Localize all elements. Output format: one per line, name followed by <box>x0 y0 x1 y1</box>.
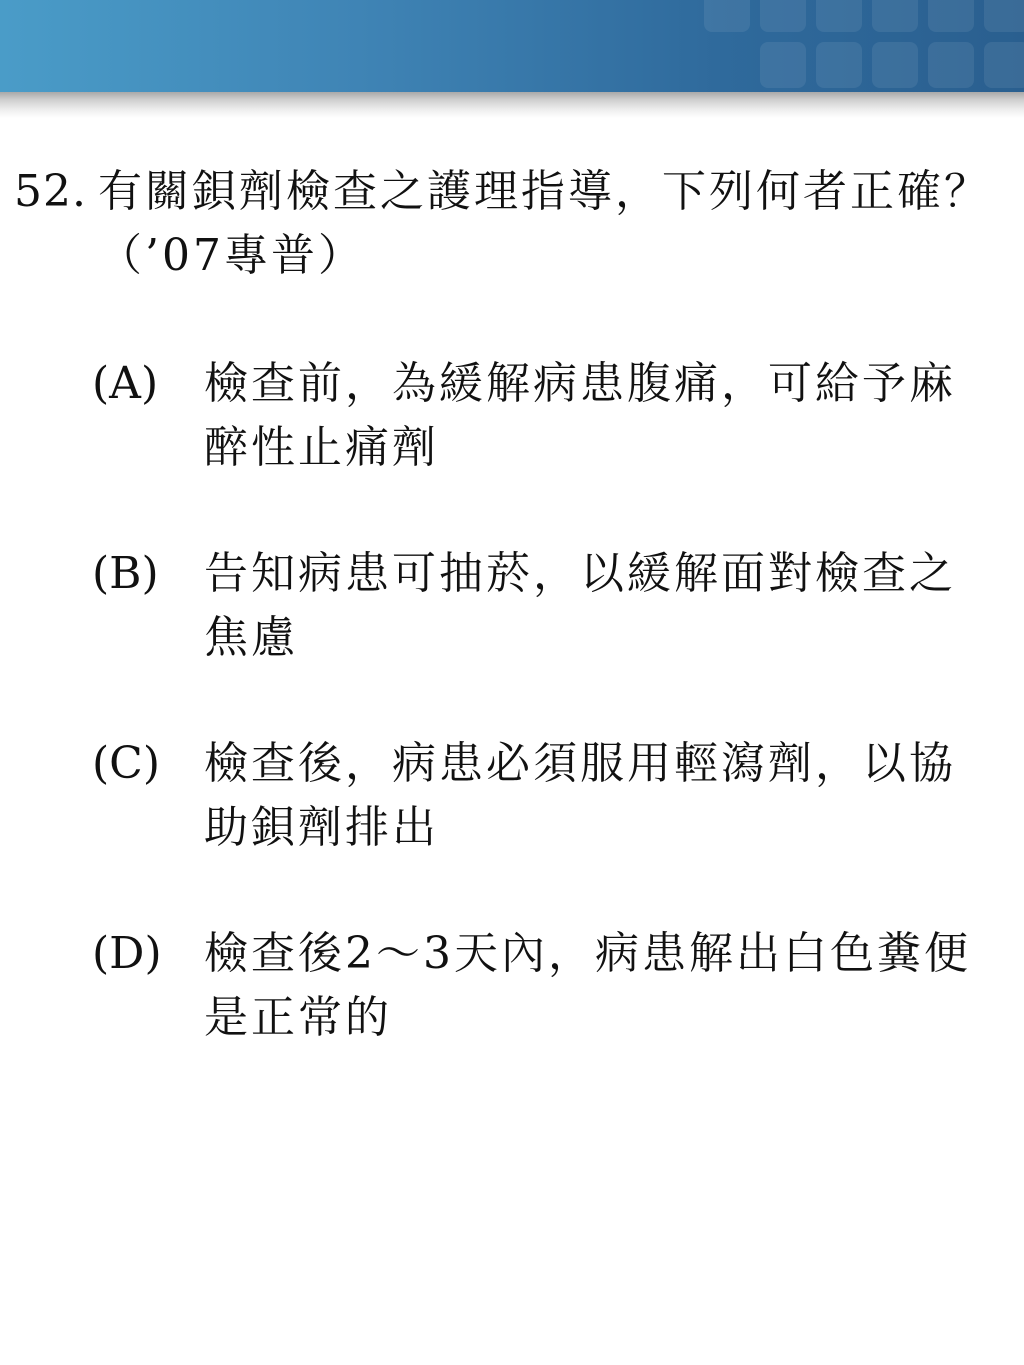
banner-shadow-strip <box>0 92 1024 118</box>
header-banner <box>0 0 1024 92</box>
option-a-text: 檢查前，為緩解病患腹痛，可給予麻醉性止痛劑 <box>204 358 956 473</box>
banner-tile-pattern <box>664 0 1024 92</box>
option-b-label: (B) <box>92 548 159 599</box>
option-c-label: (C) <box>92 738 160 789</box>
option-c <box>92 732 1002 860</box>
question-block <box>14 160 999 288</box>
option-d-text: 檢查後2～3天內，病患解出白色糞便是正常的 <box>204 928 971 1043</box>
option-b-text: 告知病患可抽菸，以緩解面對檢查之焦慮 <box>204 548 956 663</box>
option-a <box>92 352 1002 480</box>
question-number: 52. <box>14 166 87 217</box>
option-d <box>92 922 1002 1050</box>
option-b <box>92 542 1002 670</box>
question-text: 有關鋇劑檢查之護理指導，下列何者正確？（’07專普） <box>98 166 991 281</box>
option-a-label: (A) <box>92 358 159 409</box>
options-list <box>92 352 1002 1112</box>
option-d-label: (D) <box>92 928 162 979</box>
option-c-text: 檢查後，病患必須服用輕瀉劑，以協助鋇劑排出 <box>204 738 956 853</box>
